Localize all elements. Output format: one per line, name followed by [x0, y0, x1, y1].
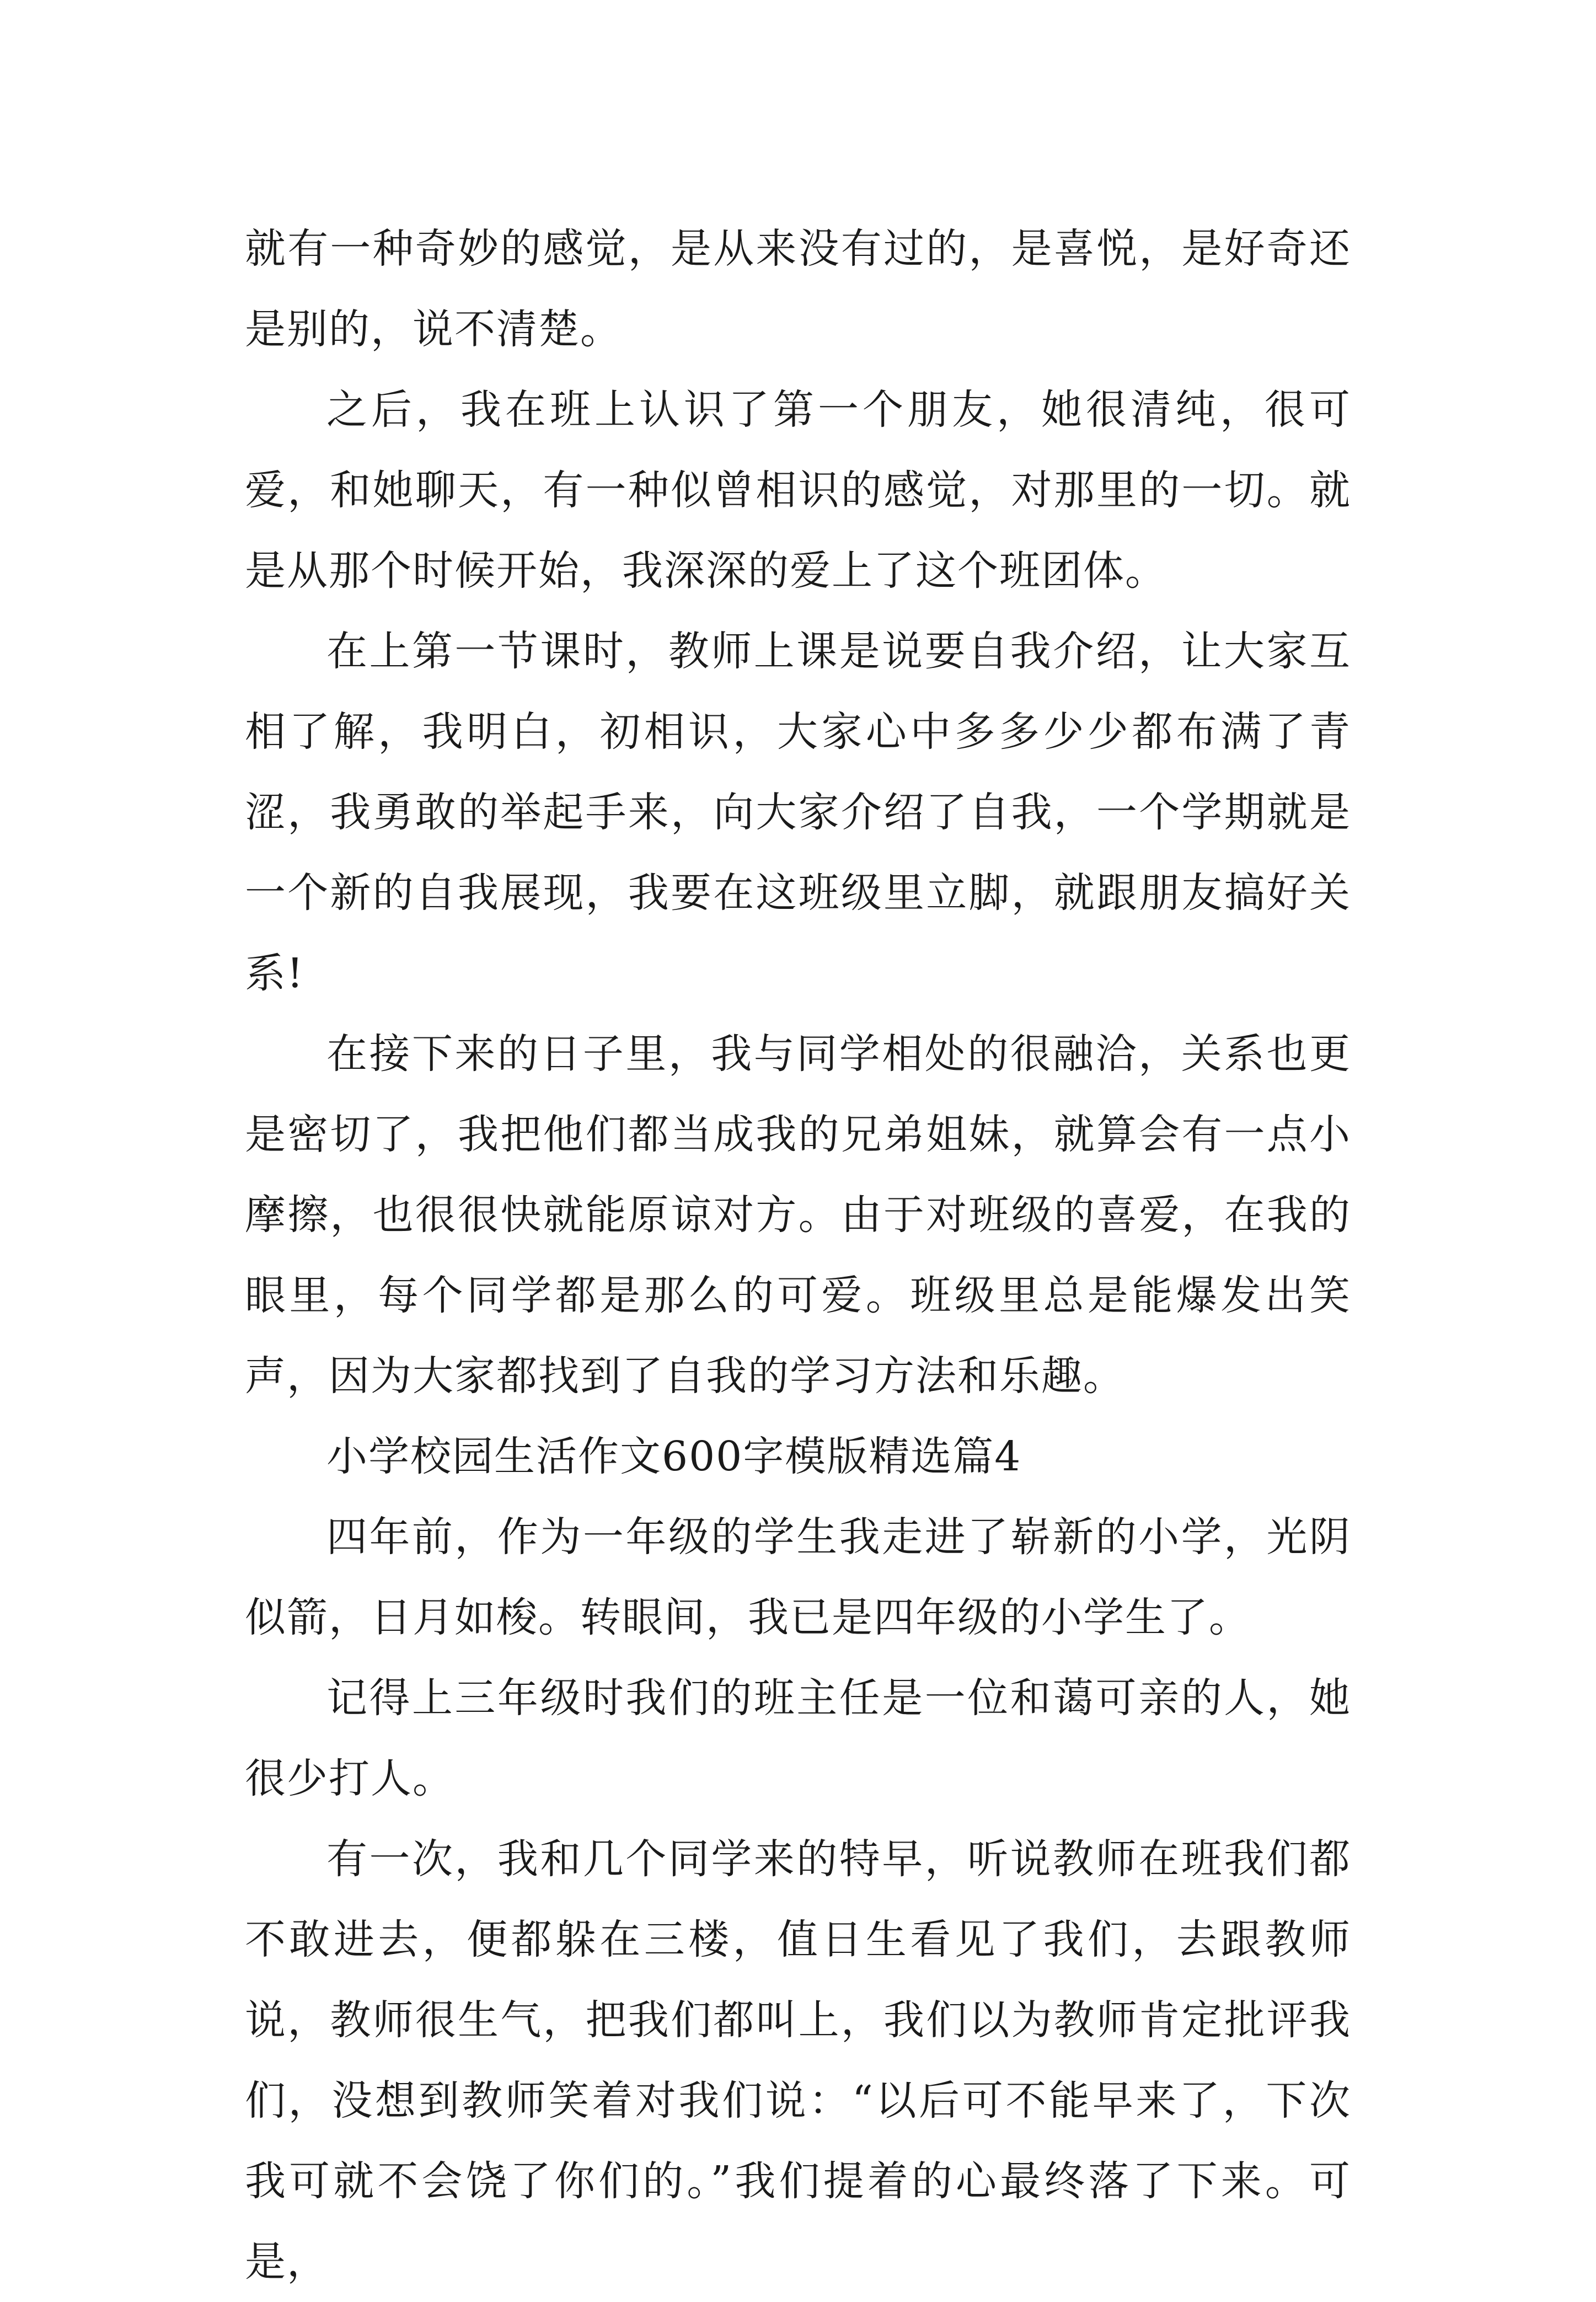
- paragraph-1: 就有一种奇妙的感觉，是从来没有过的，是喜悦，是好奇还是别的，说不清楚。: [245, 225, 1351, 353]
- paragraph-7: 有一次，我和几个同学来的特早，听说教师在班我们都不敢进去，便都躲在三楼，值日生看见了我们，去跟教师说，教师很生气，把我们都叫上，我们以为教师肯定批评我们，没想到教师笑着对我们说：“以后可不能早来了，下次我可就不会饶了你们的。”我们提着的心最终落了下来。可是，: [245, 1835, 1351, 2285]
- paragraph-2: 之后，我在班上认识了第一个朋友，她很清纯，很可爱，和她聊天，有一种似曾相识的感觉，对那里的一切。就是从那个时候开始，我深深的爱上了这个班团体。: [245, 386, 1351, 595]
- paragraph-3: 在上第一节课时，教师上课是说要自我介绍，让大家互相了解，我明白，初相识，大家心中多多少少都布满了青涩，我勇敢的举起手来，向大家介绍了自我，一个学期就是一个新的自我展现，我要在这班级里立脚，就跟朋友搞好关系!: [245, 628, 1351, 997]
- document-body: [245, 208, 1351, 2302]
- paragraph-5: 四年前，作为一年级的学生我走进了崭新的小学，光阴似箭，日月如梭。转眼间，我已是四年级的小学生了。: [245, 1513, 1351, 1641]
- paragraph-4: 在接下来的日子里，我与同学相处的很融洽，关系也更是密切了，我把他们都当成我的兄弟姐妹，就算会有一点小摩擦，也很很快就能原谅对方。由于对班级的喜爱，在我的眼里，每个同学都是那么的可爱。班级里总是能爆发出笑声，因为大家都找到了自我的学习方法和乐趣。: [245, 1030, 1351, 1400]
- section-heading: 小学校园生活作文600字模版精选篇4: [326, 1433, 1022, 1480]
- paragraph-6: 记得上三年级时我们的班主任是一位和蔼可亲的人，她很少打人。: [245, 1674, 1351, 1802]
